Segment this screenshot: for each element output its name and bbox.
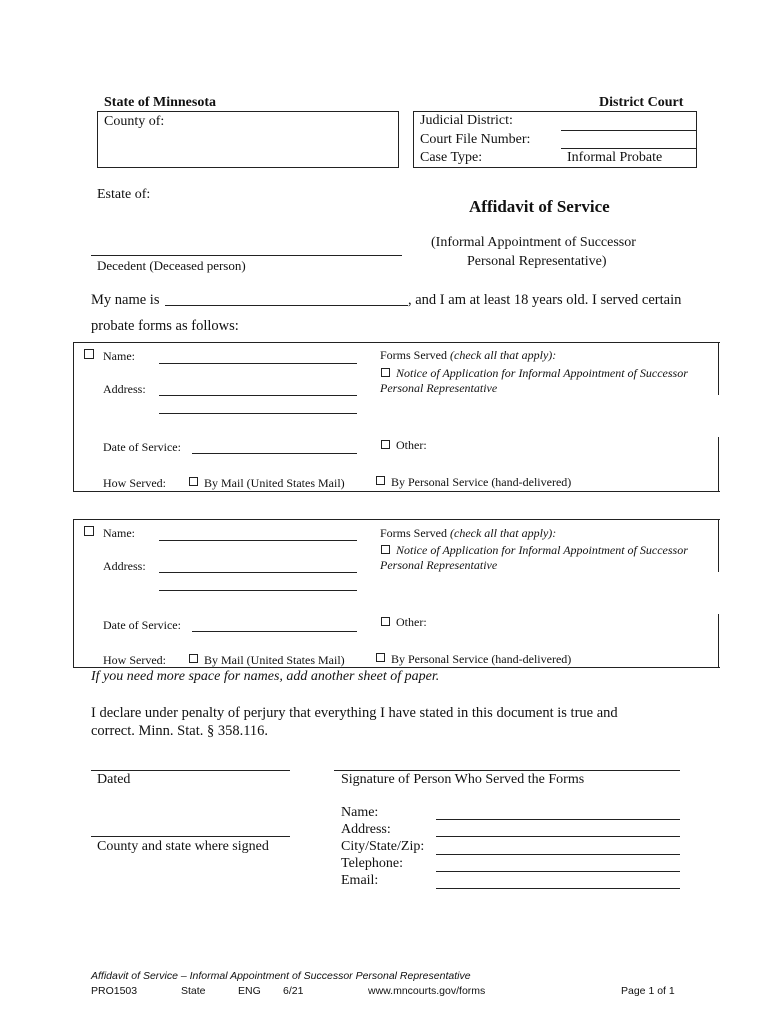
recipient-checkbox[interactable] xyxy=(84,526,94,536)
notice-checkbox[interactable] xyxy=(381,545,390,554)
declaration-line2: correct. Minn. Stat. § 358.116. xyxy=(91,723,269,739)
personal-option-label: By Personal Service (hand-delivered) xyxy=(391,652,572,666)
block-right-border xyxy=(718,342,719,395)
other-label: Other: xyxy=(396,615,427,629)
address-label: Address: xyxy=(103,559,146,573)
mail-option-label: By Mail (United States Mail) xyxy=(204,476,345,490)
block-bottom-border xyxy=(73,667,720,668)
subtitle-line1: (Informal Appointment of Successor xyxy=(431,235,636,250)
forms-served-heading xyxy=(380,526,556,541)
notice-line1: Notice of Application for Informal Appointment of Successor xyxy=(396,543,688,557)
intro-suffix: , and I am at least 18 years old. I served certain xyxy=(408,292,682,308)
block-left-border xyxy=(73,519,74,668)
address-field-line2[interactable] xyxy=(159,413,357,414)
other-checkbox[interactable] xyxy=(381,617,390,626)
signature-field[interactable] xyxy=(334,770,680,771)
county-box[interactable] xyxy=(97,111,399,168)
forms-served-label: Forms Served xyxy=(380,526,447,540)
intro-prefix: My name is xyxy=(91,292,160,308)
footer-revision: 6/21 xyxy=(283,985,304,997)
county-signed-label: County and state where signed xyxy=(97,839,269,854)
document-title: Affidavit of Service xyxy=(469,197,610,216)
state-heading: State of Minnesota xyxy=(104,95,216,110)
decedent-name-field[interactable] xyxy=(91,255,402,256)
address-field-line2[interactable] xyxy=(159,590,357,591)
notice-line1: Notice of Application for Informal Appointment of Successor xyxy=(396,366,688,380)
date-of-service-label: Date of Service: xyxy=(103,618,181,632)
recipient-name-field[interactable] xyxy=(159,363,357,364)
name-label: Name: xyxy=(103,349,135,363)
recipient-name-field[interactable] xyxy=(159,540,357,541)
judicial-district-label: Judicial District: xyxy=(420,113,513,128)
other-label: Other: xyxy=(396,438,427,452)
block-top-border xyxy=(73,342,720,343)
forms-served-note: (check all that apply): xyxy=(450,348,557,362)
notice-line2: Personal Representative xyxy=(380,558,498,572)
personal-option-label: By Personal Service (hand-delivered) xyxy=(391,475,572,489)
decedent-label: Decedent (Deceased person) xyxy=(97,258,246,273)
block-right-border xyxy=(718,614,719,668)
address-label: Address: xyxy=(103,382,146,396)
block-right-border xyxy=(718,437,719,492)
footer-jurisdiction: State xyxy=(181,985,206,997)
footer-form-title: Affidavit of Service – Informal Appointment of Successor Personal Representative xyxy=(91,970,471,982)
mail-checkbox[interactable] xyxy=(189,654,198,663)
sig-city-label: City/State/Zip: xyxy=(341,839,425,854)
recipient-checkbox[interactable] xyxy=(84,349,94,359)
personal-service-checkbox[interactable] xyxy=(376,653,385,662)
forms-served-heading xyxy=(380,348,556,363)
server-name-field[interactable] xyxy=(165,305,408,306)
footer-form-code: PRO1503 xyxy=(91,985,138,997)
notice-line2: Personal Representative xyxy=(380,381,498,395)
block-bottom-border xyxy=(73,491,720,492)
dated-field[interactable] xyxy=(91,770,290,771)
sig-city-field[interactable] xyxy=(436,854,680,855)
sig-address-field[interactable] xyxy=(436,836,680,837)
mail-checkbox[interactable] xyxy=(189,477,198,486)
subtitle-line2: Personal Representative) xyxy=(467,254,607,269)
more-space-note: If you need more space for names, add another sheet of paper. xyxy=(91,669,440,684)
intro-line2: probate forms as follows: xyxy=(91,318,239,334)
notice-checkbox[interactable] xyxy=(381,368,390,377)
signature-label: Signature of Person Who Served the Forms xyxy=(341,772,585,787)
county-signed-field[interactable] xyxy=(91,836,290,837)
case-type-label: Case Type: xyxy=(420,150,483,165)
case-info-box xyxy=(413,111,697,168)
judicial-district-field[interactable] xyxy=(561,130,697,131)
mail-option-label: By Mail (United States Mail) xyxy=(204,653,345,667)
footer-page-number: Page 1 of 1 xyxy=(621,985,675,997)
sig-address-label: Address: xyxy=(341,822,391,837)
personal-service-checkbox[interactable] xyxy=(376,476,385,485)
address-field-line1[interactable] xyxy=(159,572,357,573)
address-field-line1[interactable] xyxy=(159,395,357,396)
sig-email-field[interactable] xyxy=(436,888,680,889)
date-of-service-label: Date of Service: xyxy=(103,440,181,454)
declaration-line1: I declare under penalty of perjury that everything I have stated in this document is true and xyxy=(91,705,618,721)
date-of-service-field[interactable] xyxy=(192,453,357,454)
sig-name-field[interactable] xyxy=(436,819,680,820)
court-heading: District Court xyxy=(599,95,684,110)
dated-label: Dated xyxy=(97,772,131,787)
sig-telephone-field[interactable] xyxy=(436,871,680,872)
sig-email-label: Email: xyxy=(341,873,379,888)
block-top-border xyxy=(73,519,720,520)
name-label: Name: xyxy=(103,526,135,540)
county-label: County of: xyxy=(104,114,165,129)
forms-served-label: Forms Served xyxy=(380,348,447,362)
date-of-service-field[interactable] xyxy=(192,631,357,632)
other-checkbox[interactable] xyxy=(381,440,390,449)
footer-website-link[interactable]: www.mncourts.gov/forms xyxy=(368,985,486,997)
forms-served-note: (check all that apply): xyxy=(450,526,557,540)
block-left-border xyxy=(73,342,74,492)
block-right-border xyxy=(718,519,719,572)
sig-name-label: Name: xyxy=(341,805,379,820)
footer-language: ENG xyxy=(238,985,261,997)
estate-label: Estate of: xyxy=(97,187,151,202)
how-served-label: How Served: xyxy=(103,476,166,490)
sig-telephone-label: Telephone: xyxy=(341,856,403,871)
court-file-field[interactable] xyxy=(561,148,697,149)
case-type-value: Informal Probate xyxy=(567,150,663,165)
court-file-label: Court File Number: xyxy=(420,132,531,147)
how-served-label: How Served: xyxy=(103,653,166,667)
